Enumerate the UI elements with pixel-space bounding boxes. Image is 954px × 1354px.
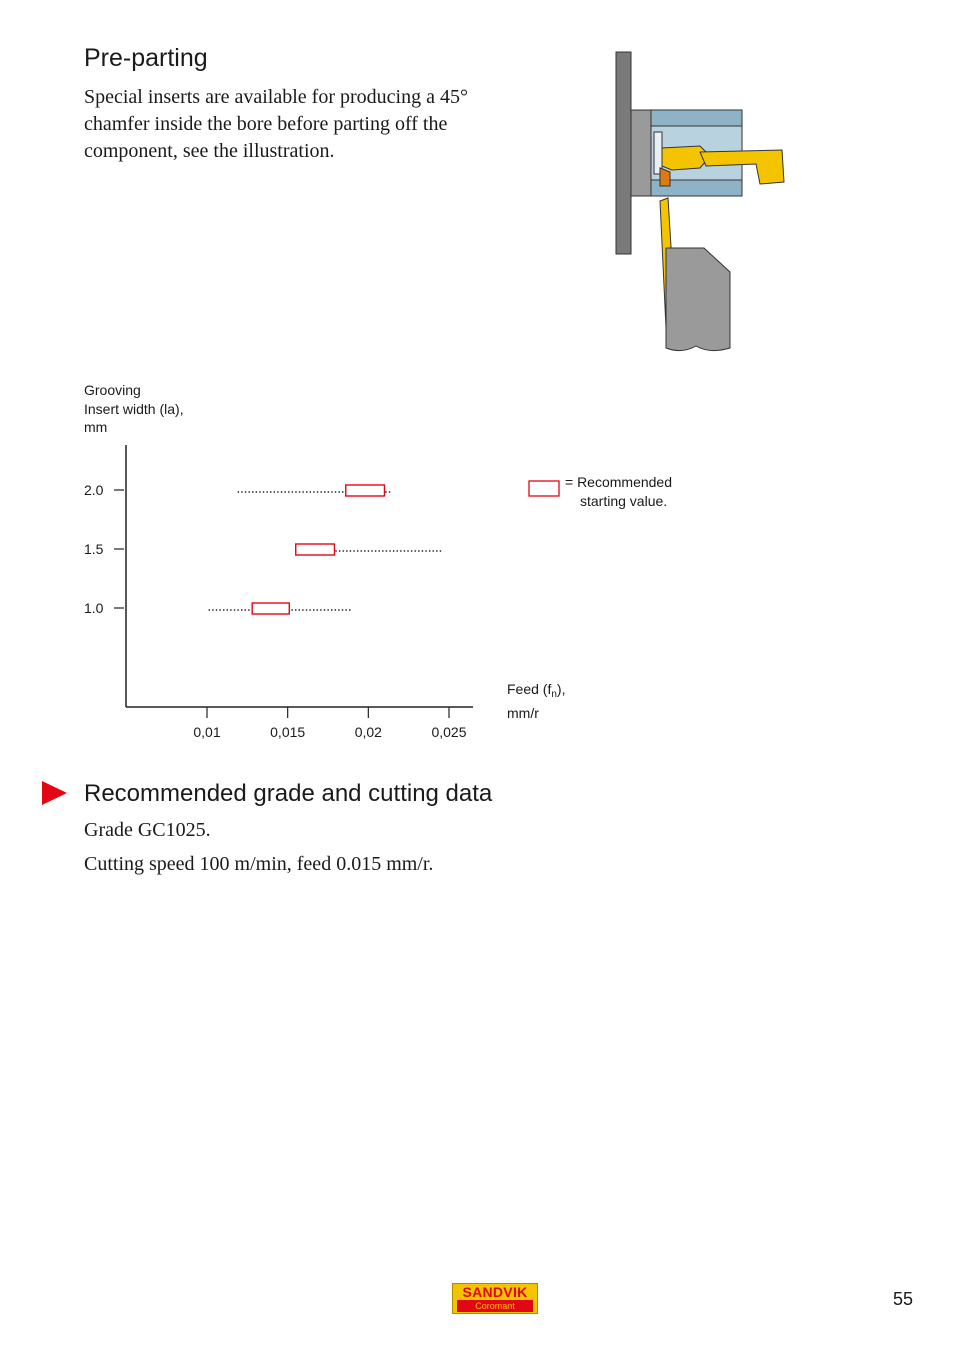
x-tick-label: 0,015 [270,724,306,740]
legend-swatch [529,481,559,496]
x-axis-label [507,680,565,722]
x-axis-label-sub: n [551,689,557,700]
section-arrow-icon [42,781,67,805]
logo-brand: SANDVIK [462,1284,528,1300]
intro-paragraph: Special inserts are available for producing a 45° chamfer inside the bore before parting off the component, see the illustration. [84,86,468,162]
logo-sub: Coromant [457,1300,533,1312]
legend-line1: = Recommended [565,474,673,490]
recommended-box [296,544,335,555]
y-tick-label: 1.0 [84,600,104,616]
page-number: 55 [893,1289,914,1309]
recommended-box [346,485,385,496]
x-axis-label-tail: ), [556,681,566,697]
y-axis-label: Grooving Insert width (la), mm [84,382,184,435]
sandvik-logo [452,1283,538,1314]
x-tick-label: 0,01 [193,724,221,740]
x-tick-label: 0,025 [431,724,467,740]
legend [565,473,672,511]
section-title-pre-parting: Pre-parting [84,44,208,72]
y-tick-label: 1.5 [84,541,104,557]
x-tick-label: 0,02 [354,724,382,740]
x-axis-label-main: Feed (f [507,681,552,697]
cutting-speed-text: Cutting speed 100 m/min, feed 0.015 mm/r. [84,853,434,875]
section-title-grade: Recommended grade and cutting data [84,780,493,807]
legend-line2: starting value. [580,493,668,509]
grade-text: Grade GC1025. [84,819,211,841]
recommended-box [252,603,289,614]
y-tick-label: 2.0 [84,482,104,498]
x-axis-label-unit: mm/r [507,705,539,721]
